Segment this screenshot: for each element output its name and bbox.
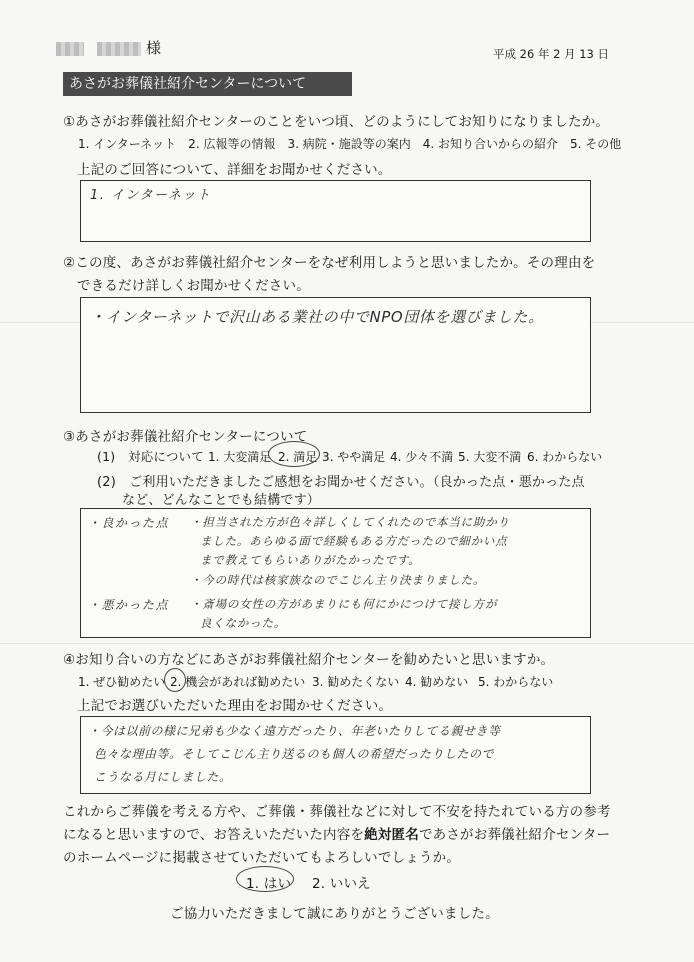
q3-sub2-line2: など、どんなことでも結構です） (122, 493, 321, 508)
q4-option-4: 4. 勧めない (405, 675, 469, 689)
q3-good-line3: まで教えてもらいありがたかったです。 (200, 553, 421, 567)
q3-selected-circle (268, 441, 320, 467)
q4-question: ④お知り合いの方などにあさがお葬儀社紹介センターを勧めたいと思いますか。 (63, 652, 555, 668)
closing-line2 (63, 823, 610, 843)
q3-option-1: 1. 大変満足 (208, 450, 272, 464)
q3-bad-line2: 良くなかった。 (200, 616, 287, 630)
q2-handwritten-answer: ・インターネットで沢山ある業社の中でNPO団体を選びました。 (90, 308, 544, 326)
q3-bad-label: ・悪かった点 (88, 598, 170, 612)
section-title: あさがお葬儀社紹介センターについて (63, 72, 352, 96)
consent-yes: 1. はい (246, 876, 292, 892)
q4-answer-line2: 色々な理由等。そしてこじん主り送るのも個人の希望だったりしたので (94, 747, 495, 761)
q3-option-6: 6. わからない (527, 450, 603, 464)
closing-line2-pre: になると思いますので、お答えいただいた内容を (63, 827, 365, 843)
q3-bad-line1: ・斎場の女性の方があまりにも何にかにつけて接し方が (190, 597, 498, 611)
q3-sub2-line1: (2) ご利用いただきましたご感想をお聞かせください。（良かった点・悪かった点 (97, 475, 585, 490)
q3-good-line2: ました。あらゆる面で経験もある方だったので細かい点 (200, 534, 508, 548)
q3-good-line4: ・今の時代は核家族なのでこじん主り決まりました。 (190, 573, 486, 587)
q1-question: ①あさがお葬儀社紹介センターのことをいつ頃、どのようにしてお知りになりましたか。 (63, 114, 610, 130)
closing-anonymous-bold: 絶対匿名 (364, 827, 419, 843)
closing-line1: これからご葬儀を考える方や、ご葬儀・葬儀社などに対して不安を持たれている方の参考 (63, 804, 611, 820)
document-date: 平成 26 年 2 月 13 日 (493, 47, 610, 61)
q4-answer-line1: ・今は以前の様に兄弟も少なく遠方だったり、年老いたりしてる親せき等 (88, 724, 501, 738)
q3-option-3: 3. やや満足 (322, 450, 386, 464)
q3-option-5: 5. 大変不満 (458, 450, 522, 464)
q3-option-2: 2. 満足 (278, 450, 318, 464)
q1-detail-prompt: 上記のご回答について、詳細をお聞かせください。 (77, 162, 392, 178)
recipient-name-redacted (56, 38, 141, 57)
q3-good-line1: ・担当された方が色々詳しくしてくれたので本当に助かり (190, 515, 510, 529)
q1-handwritten-answer: 1. インターネット (90, 188, 212, 203)
closing-line2-post: であさがお葬儀社紹介センター (418, 827, 611, 843)
q1-options: 1. インターネット 2. 広報等の情報 3. 病院・施設等の案内 4. お知り合いからの紹介 5. その他 (78, 137, 622, 151)
q4-detail-prompt: 上記でお選びいただいた理由をお聞かせください。 (77, 698, 393, 714)
honorific: 様 (146, 39, 162, 57)
q2-question-line2: できるだけ詳しくお聞かせください。 (77, 278, 310, 294)
closing-line3: のホームページに掲載させていただいてもよろしいでしょうか。 (63, 850, 461, 866)
q4-option-3: 3. 勧めたくない (312, 675, 400, 689)
thanks-message: ご協力いただきまして誠にありがとうございました。 (170, 906, 499, 922)
q4-option-5: 5. わからない (478, 675, 554, 689)
q4-answer-line3: こうなる月にしました。 (94, 770, 232, 784)
q4-option-1: 1. ぜひ勧めたい (78, 675, 166, 689)
q2-question-line1: ②この度、あさがお葬儀社紹介センターをなぜ利用しようと思いましたか。その理由を (63, 255, 596, 271)
q3-good-label: ・良かった点 (88, 516, 170, 530)
q4-option-2: 2. 機会があれば勧めたい (170, 675, 306, 689)
consent-selected-circle (236, 866, 294, 892)
q3-option-4: 4. 少々不満 (390, 450, 454, 464)
q3-question: ③あさがお葬儀社紹介センターについて (63, 429, 308, 445)
consent-no: 2. いいえ (312, 876, 371, 892)
q3-sub1-label: (1) 対応について (97, 449, 204, 464)
